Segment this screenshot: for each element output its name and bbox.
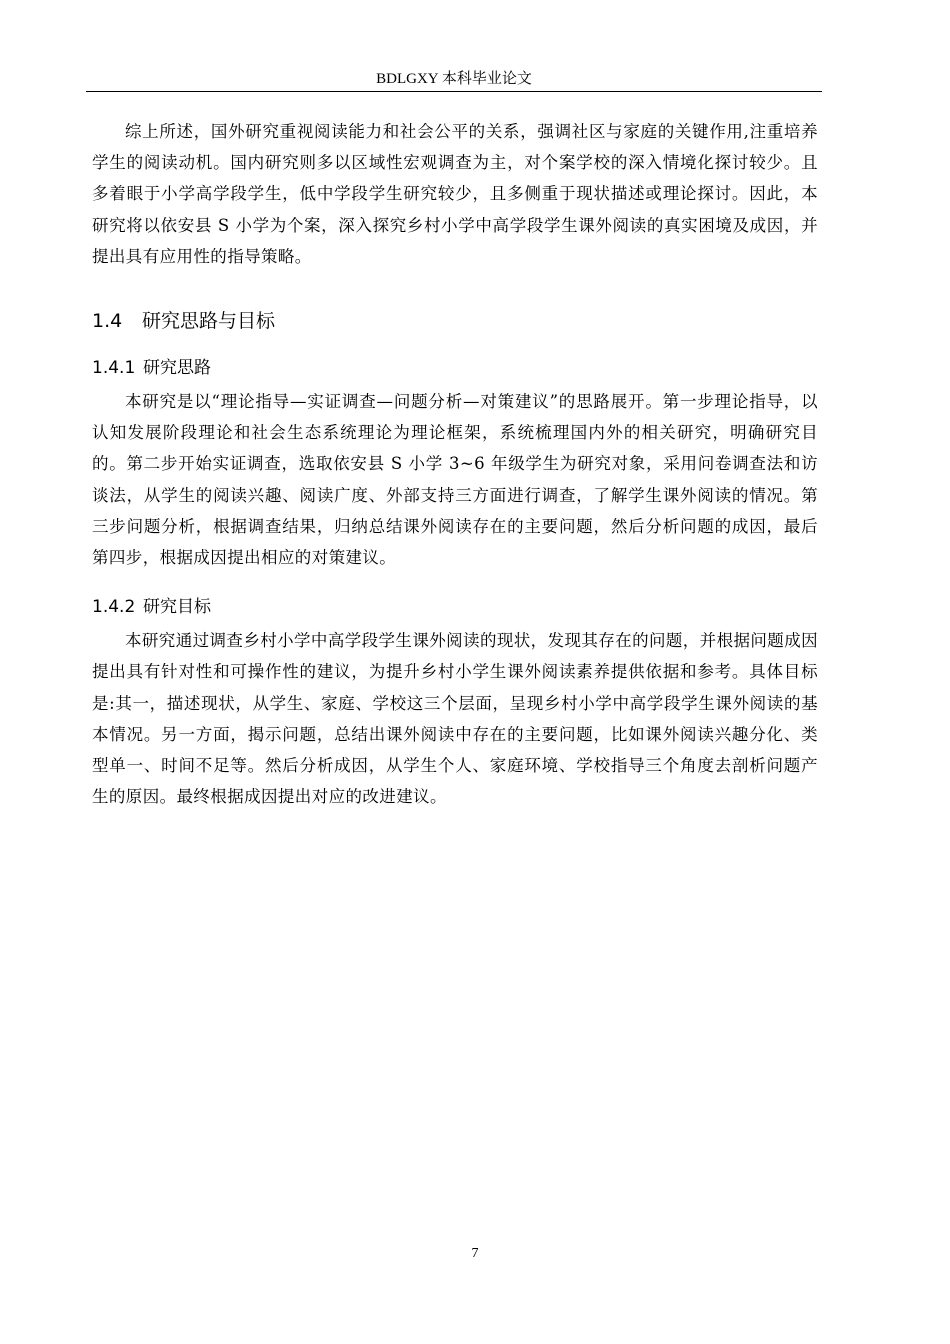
paragraph-research-approach: 本研究是以“理论指导—实证调查—问题分析—对策建议”的思路展开。第一步理论指导，以认知发展阶段理论和社会生态系统理论为理论框架，系统梳理国内外的相关研究，明确研究目的。第二步开始实证调查，选取依安县 S 小学 3~6 年级学生为研究对象，采用问卷调查法和访谈法，从学生的阅读兴趣、阅读广度、外部支持三方面进行调查，了解学生课外阅读的情况。第三步问题分析，根据调查结果，归纳总结课外阅读存在的主要问题，然后分析问题的成因，最后第四步，根据成因提出相应的对策建议。 (92, 392, 818, 568)
page-body (92, 116, 818, 812)
subsection-number: 1.4.1 (92, 358, 136, 379)
subsection-heading-1-4-2 (92, 593, 818, 621)
page-number: 7 (471, 1246, 479, 1261)
section-title: 研究思路与目标 (142, 310, 276, 333)
header-divider (86, 91, 822, 92)
section-heading-1-4 (92, 306, 818, 336)
subsection-title: 研究目标 (143, 597, 211, 618)
subsection-title: 研究思路 (143, 358, 211, 379)
subsection-heading-1-4-1 (92, 354, 818, 382)
paragraph-summary: 综上所述，国外研究重视阅读能力和社会公平的关系，强调社区与家庭的关键作用,注重培养学生的阅读动机。国内研究则多以区域性宏观调查为主，对个案学校的深入情境化探讨较少。且多着眼于小学高学段学生，低中学段学生研究较少，且多侧重于现状描述或理论探讨。因此，本研究将以依安县 S 小学为个案，深入探究乡村小学中高学段学生课外阅读的真实困境及成因，并提出具有应用性的指导策略。 (92, 122, 818, 266)
page-header-title: BDLGXY 本科毕业论文 (376, 71, 532, 87)
paragraph-research-goals: 本研究通过调查乡村小学中高学段学生课外阅读的现状，发现其存在的问题，并根据问题成因提出具有针对性和可操作性的建议，为提升乡村小学生课外阅读素养提供依据和参考。具体目标是:其一，描述现状，从学生、家庭、学校这三个层面，呈现乡村小学中高学段学生课外阅读的基本情况。另一方面，揭示问题，总结出课外阅读中存在的主要问题，比如课外阅读兴趣分化、类型单一、时间不足等。然后分析成因，从学生个人、家庭环境、学校指导三个角度去剖析问题产生的原因。最终根据成因提出对应的改进建议。 (92, 631, 818, 807)
section-number: 1.4 (92, 310, 123, 333)
subsection-number: 1.4.2 (92, 597, 136, 618)
